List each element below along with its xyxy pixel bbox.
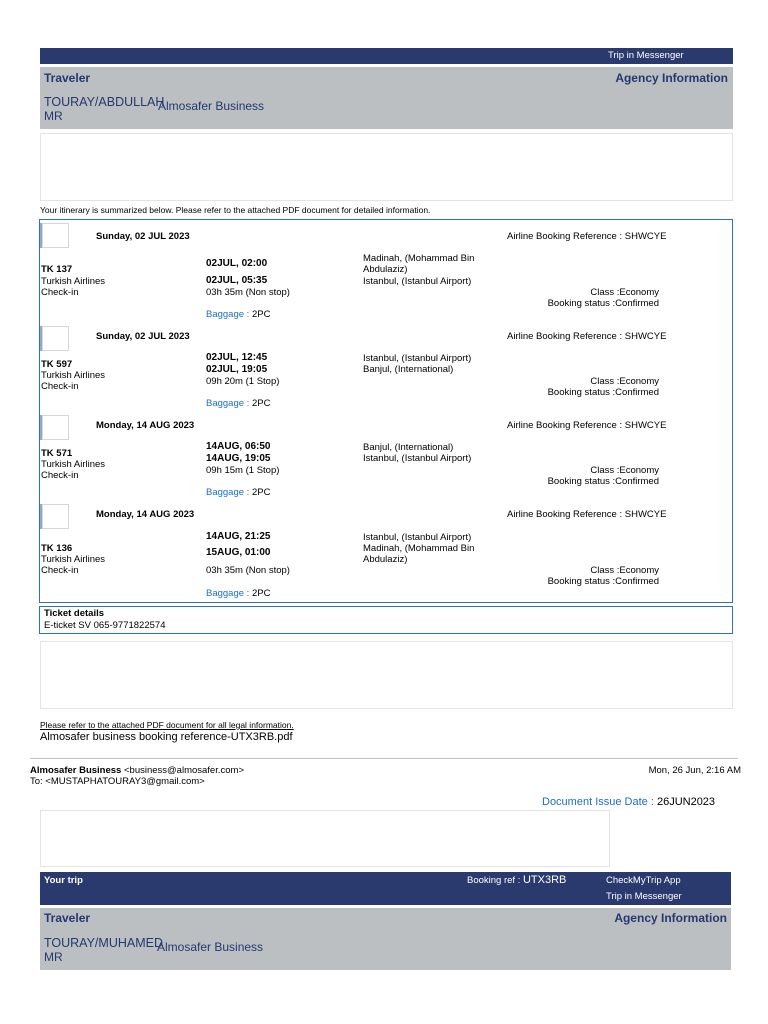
airline-logo-placeholder [42,223,69,248]
baggage-value: 2PC [251,588,271,599]
flight-duration: 03h 35m (Non stop) [206,287,290,298]
traveler-section [40,67,733,129]
baggage-label: Baggage : [206,487,250,498]
segment-booking-ref: Airline Booking Reference : SHWCYE [507,420,667,431]
baggage-label: Baggage : [206,309,250,320]
email-separator [30,758,738,759]
eticket-number: E-ticket SV 065-9771822574 [44,620,166,631]
origin-airport: Madinah, (Mohammad Bin Abdulaziz) [363,253,475,275]
baggage-info [206,309,270,320]
checkin-link[interactable]: Check-in [41,565,79,576]
flight-segment [40,501,732,601]
sender-name: Almosafer Business [30,765,122,776]
origin-airport: Banjul, (International) [363,442,454,453]
airline-name: Turkish Airlines [41,370,106,381]
airline-logo-placeholder [42,326,69,351]
trip-in-messenger-link[interactable]: Trip in Messenger [606,891,682,902]
cabin-class: Class :Economy [590,376,659,387]
email-date: Mon, 26 Jun, 2:16 AM [648,765,741,776]
segment-booking-ref: Airline Booking Reference : SHWCYE [507,231,667,242]
checkmytrip-app-link[interactable]: CheckMyTrip App [606,875,681,886]
email-recipient: To: <MUSTAPHATOURAY3@gmail.com> [30,776,205,787]
arrival-time: 14AUG, 19:05 [206,453,271,464]
issue-date-value: 26JUN2023 [656,796,716,808]
origin-airport: Istanbul, (Istanbul Airport) [363,532,472,543]
traveler-section [40,908,731,970]
origin-airport: Istanbul, (Istanbul Airport) [363,353,472,364]
departure-time: 02JUL, 12:45 [206,352,268,363]
departure-time: 02JUL, 02:00 [206,258,268,269]
traveler-title: MR [44,950,63,964]
airline-logo-placeholder [42,415,69,440]
legal-info-link[interactable]: Please refer to the attached PDF document for all legal information. [40,720,294,730]
booking-status: Booking status :Confirmed [547,476,659,487]
booking-status: Booking status :Confirmed [547,298,659,309]
document-issue-date [542,796,715,809]
trip-in-messenger-link[interactable]: Trip in Messenger [608,50,684,61]
ticket-details-box [39,606,733,634]
empty-panel [40,133,733,201]
arrival-time: 02JUL, 19:05 [206,364,268,375]
sender-email[interactable]: <business@almosafer.com> [123,765,244,776]
segment-booking-ref: Airline Booking Reference : SHWCYE [507,509,667,520]
segment-booking-ref: Airline Booking Reference : SHWCYE [507,331,667,342]
booking-ref-value: UTX3RB [522,874,567,886]
booking-ref-label: Booking ref : [467,875,521,886]
baggage-value: 2PC [251,309,271,320]
airline-logo-placeholder [42,504,69,529]
your-trip-label: Your trip [44,875,83,886]
booking-ref [467,874,566,887]
flight-number: TK 571 [41,448,73,459]
pdf-attachment[interactable]: Almosafer business booking reference-UTX3RB.pdf [40,731,293,743]
airline-name: Turkish Airlines [41,276,106,287]
empty-panel [40,641,733,709]
cabin-class: Class :Economy [590,565,659,576]
destination-airport: Istanbul, (Istanbul Airport) [363,453,472,464]
empty-panel [40,810,610,867]
flight-segment [40,220,732,320]
traveler-label: Traveler [44,911,91,925]
agency-name: Almosafer Business [158,99,265,113]
top-bar [40,48,733,64]
baggage-value: 2PC [251,398,271,409]
flight-number: TK 597 [41,359,73,370]
booking-status: Booking status :Confirmed [547,387,659,398]
baggage-info [206,588,270,599]
checkin-link[interactable]: Check-in [41,381,79,392]
airline-name: Turkish Airlines [41,459,106,470]
baggage-label: Baggage : [206,398,250,409]
destination-airport: Istanbul, (Istanbul Airport) [363,276,472,287]
agency-name: Almosafer Business [157,940,264,954]
segment-date: Sunday, 02 JUL 2023 [96,331,190,342]
trip-bar [40,872,731,905]
booking-status: Booking status :Confirmed [547,576,659,587]
destination-airport: Madinah, (Mohammad Bin Abdulaziz) [363,543,475,565]
baggage-info [206,398,270,409]
segment-date: Monday, 14 AUG 2023 [96,509,195,520]
issue-date-label: Document Issue Date : [542,796,654,808]
itinerary-box [39,219,733,603]
checkin-link[interactable]: Check-in [41,287,79,298]
traveler-title: MR [44,109,63,123]
flight-duration: 09h 15m (1 Stop) [206,465,280,476]
cabin-class: Class :Economy [590,465,659,476]
traveler-name: TOURAY/MUHAMED [44,936,163,950]
destination-airport: Banjul, (International) [363,364,454,375]
cabin-class: Class :Economy [590,287,659,298]
flight-number: TK 137 [41,264,73,275]
segment-date: Sunday, 02 JUL 2023 [96,231,190,242]
departure-time: 14AUG, 06:50 [206,441,271,452]
airline-name: Turkish Airlines [41,554,106,565]
segment-date: Monday, 14 AUG 2023 [96,420,195,431]
baggage-value: 2PC [251,487,271,498]
email-sender [30,765,244,776]
flight-number: TK 136 [41,543,73,554]
itinerary-intro: Your itinerary is summarized below. Please refer to the attached PDF document for detailed information. [40,205,431,215]
checkin-link[interactable]: Check-in [41,470,79,481]
departure-time: 14AUG, 21:25 [206,531,271,542]
flight-segment [40,412,732,498]
arrival-time: 15AUG, 01:00 [206,547,271,558]
baggage-label: Baggage : [206,588,250,599]
flight-segment [40,323,732,409]
traveler-name: TOURAY/ABDULLAH [44,95,165,109]
arrival-time: 02JUL, 05:35 [206,275,268,286]
traveler-label: Traveler [44,71,91,85]
flight-duration: 03h 35m (Non stop) [206,565,290,576]
flight-duration: 09h 20m (1 Stop) [206,376,280,387]
agency-info-label: Agency Information [615,71,728,85]
agency-info-label: Agency Information [614,911,727,925]
baggage-info [206,487,270,498]
ticket-details-label: Ticket details [44,608,105,619]
